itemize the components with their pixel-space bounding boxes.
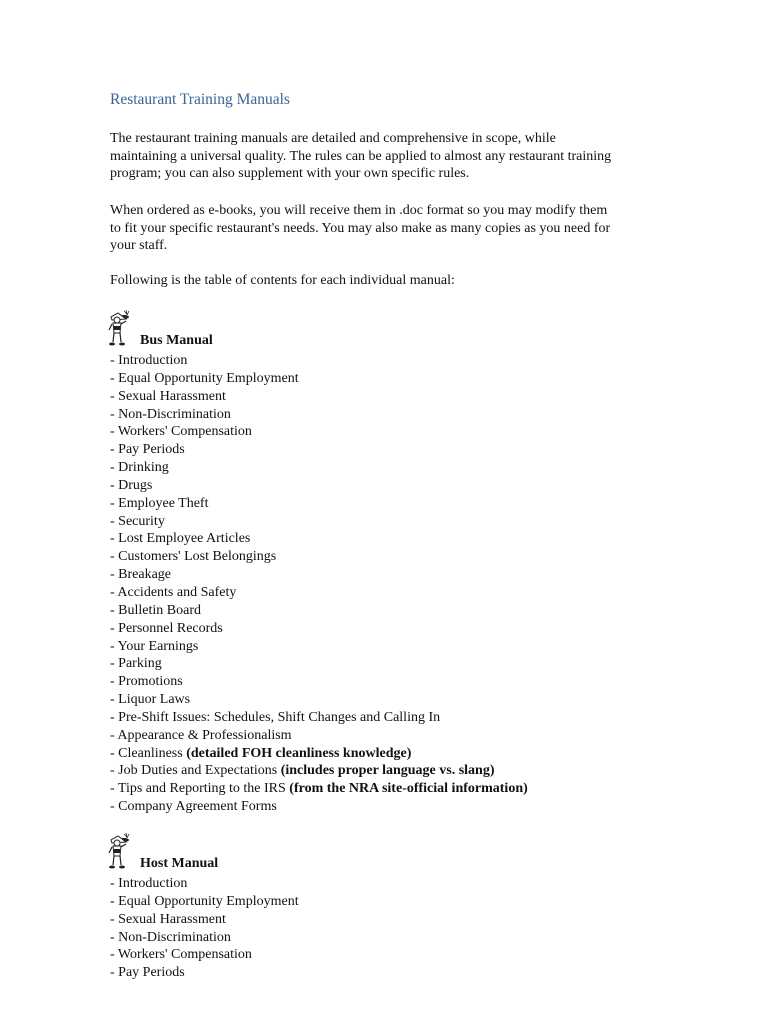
- paragraph-line: program; you can also supplement with your own specific rules.: [110, 166, 470, 182]
- toc-item-text: - Customers' Lost Belongings: [110, 549, 277, 565]
- toc-item-text: - Equal Opportunity Employment: [110, 370, 299, 386]
- toc-item-text: - Accidents and Safety: [110, 584, 237, 600]
- toc-item: [110, 423, 670, 441]
- toc-item: [110, 709, 670, 727]
- toc-item-text: - Introduction: [110, 876, 188, 891]
- manual-section-host: [110, 832, 670, 982]
- manual-title: Host Manual: [140, 856, 219, 871]
- toc-item-text: - Parking: [110, 656, 162, 672]
- manual-heading: [110, 832, 670, 875]
- toc-item: [110, 655, 670, 673]
- toc-item: [110, 691, 670, 709]
- toc-item-text: - Promotions: [110, 674, 183, 690]
- toc-item-text: - Drugs: [110, 477, 153, 493]
- toc-item-text: - Job Duties and Expectations: [110, 763, 278, 779]
- toc-item-text: - Pay Periods: [110, 442, 185, 458]
- toc-item: [110, 441, 670, 459]
- toc-item-text: - Workers' Compensation: [110, 424, 252, 440]
- toc-item: [110, 893, 670, 911]
- toc-item-text: - Equal Opportunity Employment: [110, 893, 299, 909]
- toc-item-note: (includes proper language vs. slang): [280, 763, 495, 779]
- toc-item: [110, 727, 670, 745]
- toc-item-text: - Introduction: [110, 353, 188, 368]
- toc-item: [110, 745, 670, 763]
- manual-section-bus: [110, 309, 670, 816]
- toc-item-text: - Sexual Harassment: [110, 911, 226, 927]
- toc-item-text: - Non-Discrimination: [110, 929, 231, 945]
- toc-intro-paragraph: [110, 272, 455, 290]
- toc-item: [110, 638, 670, 656]
- toc-list: [110, 352, 670, 816]
- toc-item: [110, 946, 670, 964]
- toc-item-text: - Sexual Harassment: [110, 388, 226, 404]
- page-title: Restaurant Training Manuals: [110, 91, 290, 108]
- toc-item: [110, 762, 670, 780]
- toc-item: [110, 495, 670, 513]
- toc-item-text: - Personnel Records: [110, 620, 223, 636]
- toc-item: [110, 388, 670, 406]
- toc-item: [110, 513, 670, 531]
- toc-item: [110, 352, 670, 370]
- toc-item: [110, 602, 670, 620]
- toc-list: [110, 875, 670, 982]
- paragraph-line: maintaining a universal quality. The rules can be applied to almost any restaurant training: [110, 148, 612, 164]
- toc-item-text: - Drinking: [110, 460, 169, 476]
- toc-item-text: - Breakage: [110, 567, 172, 583]
- toc-item: [110, 929, 670, 947]
- toc-item-text: - Pre-Shift Issues: Schedules, Shift Changes and Calling In: [110, 709, 441, 725]
- toc-item: [110, 477, 670, 495]
- toc-item-text: - Liquor Laws: [110, 692, 191, 708]
- toc-item-text: - Your Earnings: [110, 638, 199, 654]
- toc-item: [110, 584, 670, 602]
- paragraph-line: Following is the table of contents for each individual manual:: [110, 273, 455, 288]
- toc-item: [110, 370, 670, 388]
- toc-item-text: - Non-Discrimination: [110, 406, 231, 422]
- toc-item-text: - Security: [110, 513, 165, 529]
- paragraph-line: to fit your specific restaurant's needs. You may also make as many copies as you need for: [110, 220, 611, 236]
- manual-heading: [110, 309, 670, 352]
- toc-item: [110, 780, 670, 798]
- paragraph-line: When ordered as e-books, you will receive them in .doc format so you may modify them: [110, 203, 608, 218]
- manual-title: Bus Manual: [140, 333, 213, 348]
- toc-item-text: - Employee Theft: [110, 495, 209, 511]
- format-paragraph: [110, 202, 610, 255]
- toc-item: [110, 566, 670, 584]
- toc-item-text: - Bulletin Board: [110, 602, 201, 618]
- toc-item: [110, 798, 670, 816]
- toc-item: [110, 911, 670, 929]
- toc-item-text: - Company Agreement Forms: [110, 799, 277, 815]
- toc-item-note: (detailed FOH cleanliness knowledge): [186, 745, 412, 761]
- toc-item: [110, 548, 670, 566]
- toc-item-text: - Tips and Reporting to the IRS: [110, 781, 286, 797]
- toc-item: [110, 459, 670, 477]
- paragraph-line: The restaurant training manuals are detailed and comprehensive in scope, while: [110, 131, 556, 146]
- toc-item-text: - Lost Employee Articles: [110, 531, 251, 547]
- toc-item: [110, 673, 670, 691]
- toc-item: [110, 875, 670, 893]
- toc-item-text: - Cleanliness: [110, 745, 183, 761]
- toc-item: [110, 406, 670, 424]
- toc-item-note: (from the NRA site-official information): [289, 781, 528, 797]
- intro-paragraph: [110, 130, 611, 183]
- waiter-icon: [104, 309, 134, 349]
- toc-item-text: - Appearance & Professionalism: [110, 727, 292, 743]
- toc-item: [110, 530, 670, 548]
- paragraph-line: your staff.: [110, 238, 168, 254]
- toc-item: [110, 964, 670, 982]
- toc-item: [110, 620, 670, 638]
- waiter-icon: [104, 832, 134, 872]
- toc-item-text: - Workers' Compensation: [110, 947, 252, 963]
- toc-item-text: - Pay Periods: [110, 965, 185, 981]
